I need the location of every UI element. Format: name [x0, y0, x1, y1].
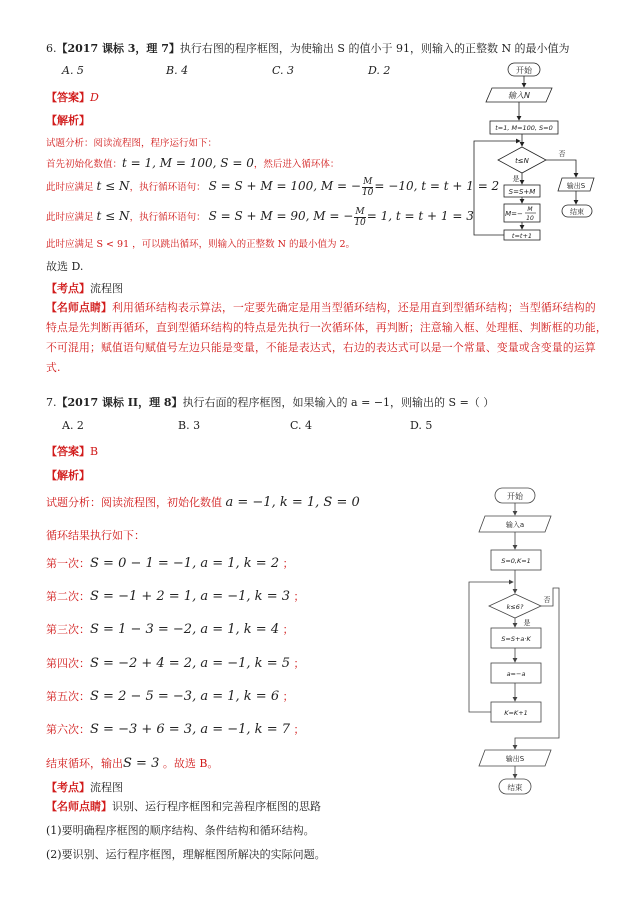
q7-flow-start-text: 开始 [507, 492, 523, 501]
q7-answer-label: 【答案】 [46, 445, 90, 458]
q7-answer [46, 443, 98, 459]
q7-option-d: D. 5 [410, 419, 433, 432]
q7-tip-head: 识别、运行程序框图和完善程序框图的思路 [112, 800, 321, 813]
q7-step-label: 第一次： [46, 557, 90, 570]
q6-analysis-line1: 试题分析：阅读流程图，程序运行如下： [46, 138, 218, 149]
q7-option-c: C. 4 [290, 419, 313, 432]
q6-teacher-tip [46, 298, 606, 378]
q7-step-label: 第二次： [46, 590, 90, 603]
q6-option-a: A. 5 [62, 64, 84, 77]
q7-tip-line-2: (2)要识别、运行程序框图，理解框图所解决的实际问题。 [46, 848, 326, 861]
q7-end-text-post: 。故选 B。 [162, 757, 219, 770]
q7-tip-label: 【名师点睛】 [46, 800, 112, 813]
q6-analysis-line3-pre: 此时应满足 [46, 182, 94, 193]
q6-analysis-line5: 此时应满足 S < 91 ，可以跳出循环，则输入的正整数 N 的最小值为 2。 [46, 239, 356, 250]
q6-answer-value: D [90, 91, 99, 104]
q7-step-label: 第四次： [46, 657, 90, 670]
q7-flow-s1-text: S=S+a·K [501, 635, 531, 643]
q7-step-tail: ； [293, 590, 305, 603]
q6-point-value: 流程图 [90, 282, 123, 295]
q6-tip-label: 【名师点睛】 [46, 301, 112, 314]
q6-tip-line-1: 利用循环结构表示算法，一定要先确定是用当型循环结构，还是用直到型循环结构；当型循环结构的 [111, 301, 596, 314]
q7-option-b: B. 3 [178, 419, 201, 432]
q6-flow-input-text: 输入N [508, 91, 530, 100]
q6-option-c: C. 3 [272, 64, 295, 77]
q7-step-label: 第五次： [46, 690, 90, 703]
q6-flow-s1-text: S=S+M [508, 188, 536, 196]
q6-question-text: 执行右图的程序框图，为使输出 S 的值小于 91，则输入的正整数 N 的最小值为 [179, 42, 570, 55]
q6-flow-init-text: t=1, M=100, S=0 [495, 124, 553, 132]
q7-step-tail: ； [293, 723, 305, 736]
q6-analysis-line3-math2: = −10, t = t + 1 = 2 [374, 179, 500, 193]
q6-point [46, 280, 123, 296]
q6-analysis-line4-cond: t ≤ N [96, 209, 130, 223]
q7-step-math: S = −2 + 4 = 2, a = −1, k = 5 [90, 656, 290, 671]
q6-flow-no: 否 [558, 150, 566, 158]
q7-analysis-label: 【解析】 [46, 469, 90, 482]
q6-flow-s3-text: t=t+1 [511, 232, 533, 240]
q7-step-tail: ； [293, 657, 305, 670]
q7-point [46, 779, 123, 795]
q7-analysis-intro [46, 494, 360, 510]
q7-flow-no: 否 [543, 596, 551, 604]
q6-title [46, 40, 570, 56]
q7-step-math: S = −1 + 2 = 1, a = −1, k = 3 [90, 589, 290, 604]
q6-flow-cond-text: t≤N [515, 157, 529, 165]
q6-flow-s2-num: M [527, 206, 533, 213]
q6-analysis-label: 【解析】 [46, 114, 90, 127]
q7-flow-output-text: 输出S [505, 755, 525, 763]
q7-tip-line-1: (1)要明确程序框图的顺序结构、条件结构和循环结构。 [46, 824, 315, 837]
q7-step [46, 721, 305, 737]
q7-step-tail: ； [282, 557, 294, 570]
q6-flow-output-text: 输出S [566, 182, 586, 190]
q7-point-label: 【考点】 [46, 781, 90, 794]
q6-analysis-line4-mid: ，执行循环语句： [129, 212, 206, 223]
q6-analysis-line3-cond: t ≤ N [96, 179, 130, 193]
q6-analysis-line3-math1: S = S + M = 100, M = − [208, 179, 361, 193]
q7-loop-intro: 循环结果执行如下： [46, 529, 145, 542]
q7-flow-end-text: 结束 [507, 783, 523, 792]
q6-tip-line-4: 式. [46, 361, 61, 374]
q6-analysis-line3-fraction: $\frac{M}{10}$ [361, 177, 374, 198]
q6-conclusion: 故选 D. [46, 260, 84, 273]
q7-flow-init-text: S=0,K=1 [501, 557, 531, 565]
q7-step-label: 第三次： [46, 623, 90, 636]
q7-end-text-pre: 结束循环，输出 [46, 757, 123, 770]
q7-teacher-tip-head [46, 798, 321, 814]
q6-analysis-line4-math2: = 1, t = t + 1 = 3 [366, 209, 474, 223]
q7-source: 【2017 课标 II，理 8】 [56, 396, 183, 409]
q6-analysis-line2 [46, 156, 339, 170]
q7-step [46, 588, 305, 604]
q7-end-loop [46, 755, 218, 771]
q6-option-b: B. 4 [166, 64, 189, 77]
q7-end-math: S = 3 [123, 756, 160, 771]
q6-analysis-line4-fraction: $\frac{M}{10}$ [354, 207, 366, 228]
q7-option-a: A. 2 [62, 419, 84, 432]
q7-step [46, 655, 305, 671]
q6-analysis-line4-pre: 此时应满足 [46, 212, 94, 223]
q6-flow-s2-text: M=− [505, 210, 523, 218]
q7-flow-input-text: 输入a [505, 521, 525, 529]
q7-step-tail: ； [282, 690, 294, 703]
q6-flow-end-text: 结束 [570, 208, 584, 216]
q7-question-text: 执行右面的程序框图，如果输入的 a = −1，则输出的 S =（ ） [182, 396, 495, 409]
q6-flow-start-text: 开始 [516, 66, 532, 75]
q7-analysis-intro-text: 试题分析：阅读流程图，初始化数值 [46, 496, 222, 509]
q7-step-math: S = −3 + 6 = 3, a = −1, k = 7 [90, 722, 290, 737]
q6-analysis-line3 [46, 177, 499, 198]
q6-answer-label: 【答案】 [46, 91, 90, 104]
q6-analysis-line2-math: t = 1, M = 100, S = 0 [122, 156, 254, 170]
q7-flow-s3-text: K=K+1 [504, 709, 528, 717]
q6-analysis-line4-math1: S = S + M = 90, M = − [208, 209, 354, 223]
q7-answer-value: B [90, 445, 99, 458]
q6-analysis-line3-mid: ，执行循环语句： [129, 182, 206, 193]
q6-analysis-line2-tail: ，然后进入循环体： [253, 159, 340, 170]
q6-flow-s2-den: 10 [526, 215, 534, 222]
q7-step-math: S = 1 − 3 = −2, a = 1, k = 4 [90, 622, 280, 637]
q7-analysis-intro-math: a = −1, k = 1, S = 0 [225, 495, 360, 510]
q6-tip-line-3: 不可混用；赋值语句赋值号左边只能是变量，不能是表达式，右边的表达式可以是一个常量、变量或含变量的运算 [46, 341, 596, 354]
q6-analysis-line4 [46, 207, 474, 228]
q6-option-d: D. 2 [368, 64, 391, 77]
q7-flow-cond-text: k≤6? [506, 603, 524, 611]
q7-step-math: S = 2 − 5 = −3, a = 1, k = 6 [90, 689, 280, 704]
q7-flow-s2-text: a=−a [506, 670, 526, 678]
q7-title [46, 394, 494, 410]
q7-step [46, 555, 294, 571]
q7-step [46, 621, 294, 637]
q6-answer [46, 89, 99, 105]
q6-point-label: 【考点】 [46, 282, 90, 295]
q6-source: 【2017 课标 3，理 7】 [56, 42, 180, 55]
q7-number: 7. [46, 396, 57, 409]
q7-step-label: 第六次： [46, 723, 90, 736]
q6-flow-yes: 是 [512, 175, 520, 183]
q7-flow-yes: 是 [523, 619, 531, 627]
q6-flowchart [470, 55, 610, 245]
q7-step-tail: ； [282, 623, 294, 636]
q7-step [46, 688, 294, 704]
q6-analysis-line2-text: 首先初始化数值： [46, 159, 123, 170]
q7-step-math: S = 0 − 1 = −1, a = 1, k = 2 [90, 556, 280, 571]
q7-flowchart [455, 482, 595, 802]
q6-tip-line-2: 特点是先判断再循环，直到型循环结构的特点是先执行一次循环体，再判断；注意输入框、处理框、判断框的功能， [46, 321, 607, 334]
q7-point-value: 流程图 [90, 781, 123, 794]
q6-number: 6. [46, 42, 57, 55]
